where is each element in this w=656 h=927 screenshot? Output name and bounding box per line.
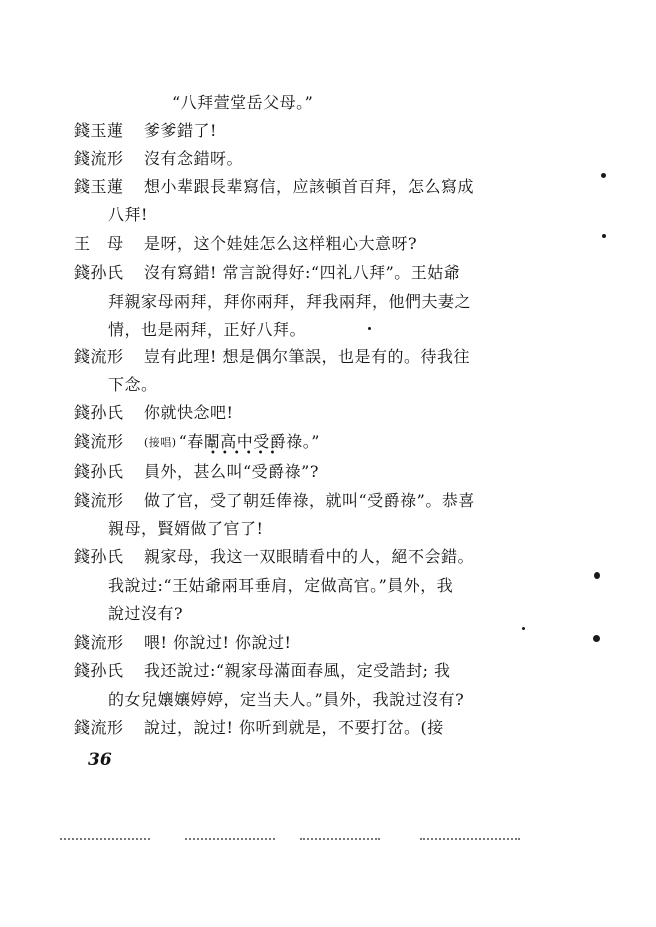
sung-quote: “春闈高中受爵祿。”	[178, 432, 320, 451]
speech-text: 你就快念吧!	[144, 403, 234, 422]
speaker-name: 錢孙氏	[74, 547, 124, 566]
margin-speck	[522, 627, 525, 630]
script-line	[0, 486, 656, 516]
speaker-name: 錢流形	[74, 432, 124, 451]
continuation-text: 下念。	[108, 375, 158, 394]
script-line	[0, 172, 656, 202]
scan-noise	[420, 838, 520, 842]
emphasis-dots: ••••••	[210, 448, 282, 459]
speaker-name: 錢玉蓮	[74, 177, 124, 196]
speech-text: 是呀，这个娃娃怎么这样粗心大意呀?	[144, 234, 418, 253]
speech-text: 員外，甚么叫“受爵祿”?	[144, 462, 319, 481]
script-line	[0, 685, 656, 715]
scan-noise	[300, 838, 380, 842]
continuation-text: 的女兒孃孃婷婷，定当夫人。”員外，我說过沒有?	[108, 690, 465, 709]
script-line	[0, 200, 656, 230]
speaker-name: 錢流形	[74, 149, 124, 168]
speaker-name: 錢孙氏	[74, 462, 124, 481]
margin-speck	[368, 327, 371, 330]
script-line	[0, 88, 656, 118]
speech-text: 豈有此理! 想是偶尔筆誤，也是有的。待我往	[144, 347, 471, 366]
continuation-text: 親母，賢婿做了官了!	[108, 519, 264, 538]
scan-noise	[60, 838, 150, 842]
speaker-name: 錢玉蓮	[74, 121, 124, 140]
continuation-text: 八拜!	[108, 205, 148, 224]
speech-text: 我还說过:“親家母滿面春風，定受誥封; 我	[144, 661, 451, 680]
margin-speck	[602, 234, 606, 238]
sung-line: “八拜萱堂岳父母。”	[172, 93, 314, 112]
margin-speck	[594, 572, 600, 579]
speaker-name: 錢流形	[74, 491, 124, 510]
script-line	[0, 342, 656, 372]
script-line	[0, 656, 656, 686]
speaker-name: 錢流形	[74, 718, 124, 737]
continuation-text: 拜親家母兩拜，拜你兩拜，拜我兩拜，他們夫妻之	[108, 292, 472, 311]
speech-text: 沒有寫錯! 常言說得好:“四礼八拜”。王姑爺	[144, 263, 461, 282]
script-line	[0, 457, 656, 487]
speech-text: 親家母，我这一双眼睛看中的人，絕不会錯。	[144, 547, 475, 566]
margin-speck	[601, 173, 606, 178]
page-number: 36	[88, 750, 112, 770]
script-line	[0, 287, 656, 317]
script-line	[0, 116, 656, 146]
continuation-text: 我說过:“王姑爺兩耳垂肩，定做高官。”員外，我	[108, 576, 454, 595]
margin-speck	[593, 635, 600, 642]
speaker-name: 錢孙氏	[74, 263, 124, 282]
speaker-name: 錢孙氏	[74, 661, 124, 680]
script-line	[0, 514, 656, 544]
script-line	[0, 713, 656, 743]
scan-noise	[185, 838, 275, 842]
script-line	[0, 398, 656, 428]
speaker-name: 錢孙氏	[74, 403, 124, 422]
script-line	[0, 229, 656, 259]
speech-text: 想小辈跟長辈寫信，应該頓首百拜，怎么寫成	[144, 177, 475, 196]
stage-direction: (接唱)	[144, 436, 177, 449]
speech-text: 說过，說过! 你听到就是，不要打岔。(接	[144, 718, 444, 737]
script-line	[0, 427, 656, 457]
speech-text: 做了官，受了朝廷俸祿，就叫“受爵祿”。恭喜	[144, 491, 475, 510]
continuation-text: 說过沒有?	[108, 604, 184, 623]
script-line	[0, 370, 656, 400]
speech-text: 沒有念錯呀。	[144, 149, 244, 168]
continuation-text: 情，也是兩拜，正好八拜。	[108, 320, 307, 339]
script-line	[0, 599, 656, 629]
script-line	[0, 628, 656, 658]
script-line	[0, 144, 656, 174]
script-line	[0, 258, 656, 288]
script-line	[0, 571, 656, 601]
speech-text: 爹爹錯了!	[144, 121, 217, 140]
script-line	[0, 542, 656, 572]
speaker-name: 錢流形	[74, 347, 124, 366]
speaker-name: 王 母	[74, 234, 124, 253]
speaker-name: 錢流形	[74, 633, 124, 652]
script-line	[0, 315, 656, 345]
speech-text: 喂! 你說过! 你說过!	[144, 633, 292, 652]
